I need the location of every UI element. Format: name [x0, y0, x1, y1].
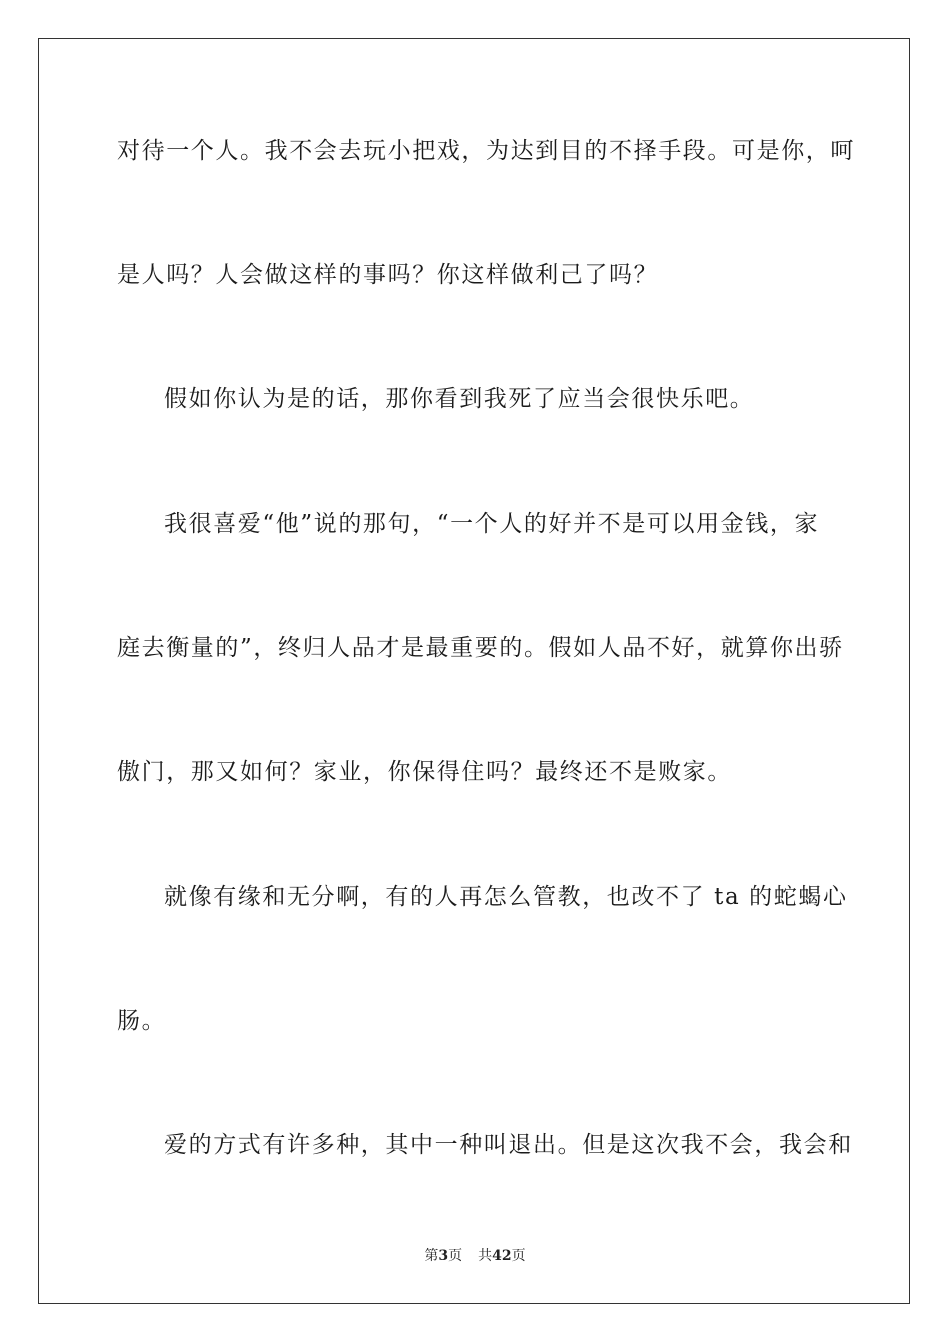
total-prefix: 共 — [478, 1248, 493, 1264]
body-text-line-2: 是人吗？人会做这样的事吗？你这样做利己了吗？ — [117, 262, 659, 288]
page-suffix: 页 — [448, 1248, 463, 1264]
body-text-line-4: 我很喜爱“他”说的那句，“一个人的好并不是可以用金钱，家 — [164, 511, 820, 537]
total-suffix: 页 — [511, 1248, 526, 1264]
body-text-line-6: 傲门，那又如何？家业，你保得住吗？最终还不是败家。 — [117, 759, 732, 785]
page-prefix: 第 — [424, 1248, 439, 1264]
page-footer — [0, 1247, 950, 1265]
page-number: 3 — [438, 1248, 449, 1264]
body-text-line-5: 庭去衡量的”，终归人品才是最重要的。假如人品不好，就算你出骄 — [117, 635, 844, 661]
body-text-line-1: 对待一个人。我不会去玩小把戏，为达到目的不择手段。可是你，呵 — [117, 138, 855, 164]
body-text-line-3: 假如你认为是的话，那你看到我死了应当会很快乐吧。 — [164, 386, 755, 412]
body-text-line-7: 就像有缘和无分啊，有的人再怎么管教，也改不了 ta 的蛇蝎心 — [164, 884, 848, 910]
total-pages: 42 — [492, 1248, 512, 1264]
body-text-line-9: 爱的方式有许多种，其中一种叫退出。但是这次我不会，我会和 — [164, 1132, 853, 1158]
page-border — [38, 38, 910, 1304]
body-text-line-8: 肠。 — [117, 1008, 167, 1034]
